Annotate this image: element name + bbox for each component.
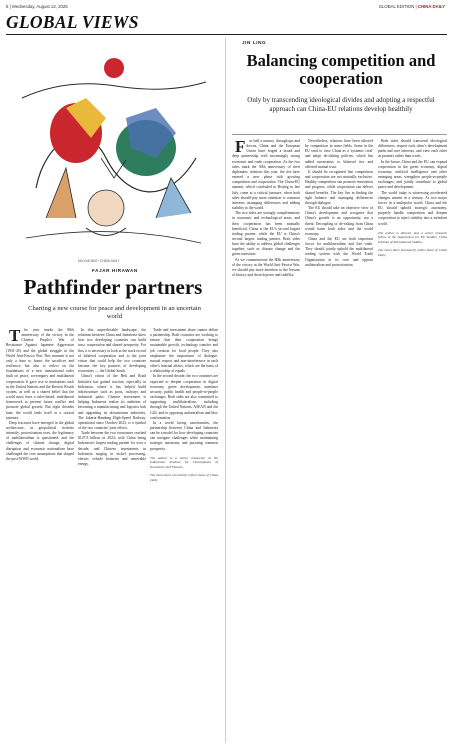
paragraph xyxy=(232,139,300,211)
paragraph-text: he year marks the 80th anniversary of the victory in the Chinese People's War of Resistance Against Japanese Aggression (1931-45) and the global struggle in the World Anti-Fascist War. This moment is not only a time to honor the sacrifices and resilience, but also to reflect on the foundations of a new international order built on peace, sovereignty and multilateral cooperation. It gave rise to institutions such as the United Nations and the Bretton Woods system, as well as a shared belief that the world must have a rules-based, multilateral framework to prevent future conflict and promote global growth. But eight decades later, the world finds itself at a critical juncture. xyxy=(6,328,74,420)
right-headline: Balancing competition and cooperation xyxy=(246,51,436,88)
page-info: 8 | Wednesday, August 13, 2025 xyxy=(6,4,68,9)
paragraph: The EU should take an objective view of China's development and recognize that China's growth is an opportunity, not a threat. Decoupling or de-risking from China would harm both sides and the world economy. xyxy=(305,206,373,236)
deck-divider xyxy=(232,134,447,135)
illustration-credit: MA XUEJING / CHINA DAILY xyxy=(78,259,120,263)
left-byline: FAJAR HIRAWAN xyxy=(92,268,138,273)
section-title: GLOBAL VIEWS xyxy=(6,12,139,32)
paragraph: Trade between the two economies reached $147.8 billion in 2024, with China being Indonesia's largest trading partner for over a decade, and Chinese investments in Indonesia surging in nickel processing, electric vehicle batteries and renewable energy. xyxy=(78,431,146,467)
paragraph xyxy=(6,328,74,421)
right-deck: Only by transcending ideological divides and adopting a respectful approach can China-EU relations develop healthily xyxy=(247,96,435,113)
paragraph: China and the EU are both important forces for multilateralism and free trade. They should jointly uphold the multilateral trading system with the World Trade Organization at its core and oppose unilateralism and protectionism. xyxy=(305,236,373,267)
column-divider xyxy=(225,38,226,743)
paragraph: In the future, China and the EU can expand cooperation in the green economy, digital economy, artificial intelligence and other emerging areas, strengthen people-to-people exchanges, and jointly contribute to global peace and development. xyxy=(378,159,447,190)
paragraph: In this unpredictable landscape, the relations between China and Indonesia show how two developing countries can build trust, cooperation and shared prosperity. For this, it is necessary to look at the track record of bilateral cooperation and to the joint vision that could help the two countries become the key partners of developing economies — the Global South. xyxy=(78,328,146,374)
paragraph: China's vision of the Belt and Road Initiative has gained traction, especially in Indonesia, where it has helped build infrastructure such as ports, railways and industrial parks. Chinese investment is helping Indonesia realize its ambition of becoming a manufacturing and logistics hub and upgrading its downstream industries. The Jakarta-Bandung High-Speed Railway, operational since October 2023, is a symbol of the two countries' joint efforts. xyxy=(78,374,146,430)
author-note: The author is a senior researcher at the Indonesian Institute for Development of Economics and Finance. xyxy=(150,455,218,469)
paragraph: In a world facing uncertainties, the partnership between China and Indonesia can be a model for how developing countries can navigate challenges while maintaining strategic autonomy and pursuing common prosperity. xyxy=(150,420,218,451)
left-headline: Pathfinder partners xyxy=(23,275,203,299)
paragraph: The two sides are strongly complementary in economic and technological areas, and their cooperation has been mutually beneficial. China is the EU's second largest trading partner, while the EU is China's second largest trading partner. Both sides have the ability to address global challenges together, such as climate change and the green transition. xyxy=(232,211,300,257)
right-byline: JIN LING xyxy=(242,40,267,45)
drop-cap: F xyxy=(235,139,246,156)
paragraph-text: or half a century, through ups and downs, China and the European Union have forged a broad and deep partnership with increasingly strong economic and trade cooperation. As the two sides mark the 50th anniversary of their diplomatic relations this year, the ties have entered a new phase with growing competition and cooperation. The China-EU summit, which concluded in Beijing in late July, came at a critical juncture, when both sides should pay more attention to common interests, managing differences and adding stability to the world. xyxy=(232,139,300,211)
disclaimer: The views don't necessarily reflect those of China Daily. xyxy=(150,473,218,482)
left-column-1 xyxy=(6,328,74,743)
illustration-drawing xyxy=(6,38,221,255)
paragraph: Nevertheless, relations have been affected by competition in some fields. Some in the EU tend to view China as a 'systemic rival' and adopt de-risking policies, which has added uncertainty to bilateral ties and affected mutual trust. xyxy=(305,139,373,169)
article-illustration xyxy=(6,38,221,255)
author-note: The author is director and a senior research fellow at the Department for EU Studies, China Institute of International Studies. xyxy=(378,230,447,244)
right-column-3 xyxy=(378,139,447,743)
paragraph: As we commemorate the 80th anniversary of the victory in the World Anti-Fascist War, we should pay more attention to the lessons of history and cherish peace and stability. xyxy=(232,257,300,278)
paper-name: CHINA DAILY xyxy=(417,4,445,9)
paragraph: It should be recognized that competition and cooperation are not mutually exclusive. Healthy competition can promote innovation and progress, while cooperation can deliver shared benefits. The key lies in finding the right balance and managing differences through dialogue. xyxy=(305,169,373,205)
paragraph: Trade and investment alone cannot define a partnership. Both countries are working to ensure that their cooperation brings sustainable growth, technology transfer and job creation for local people. They also emphasize the importance of dialogue, mutual respect and non-interference in each other's internal affairs, which are the basis of a relationship of equals. xyxy=(150,328,218,374)
right-column-2 xyxy=(305,139,373,743)
left-deck: Charting a new course for peace and development in an uncertain world xyxy=(28,305,201,320)
paragraph: Both sides should transcend ideological differences, respect each other's development paths and core interests, and view each other as partners rather than rivals. xyxy=(378,139,447,159)
drop-cap: T xyxy=(9,328,21,345)
page-header xyxy=(0,0,453,12)
section-divider xyxy=(6,34,447,35)
section-label: GLOBAL EDITION | xyxy=(378,4,417,9)
left-column-3 xyxy=(150,328,218,743)
edition-label xyxy=(379,4,445,9)
left-column-2 xyxy=(78,328,146,743)
paragraph: In the second decade, the two countries are expected to deepen cooperation in digital economy, green development, maritime security, public health and people-to-people exchanges. Both sides are also committed to supporting multilateralism, including through the United Nations, ASEAN and the G20, and to opposing unilateralism and bloc confrontation. xyxy=(150,374,218,420)
paragraph: Deep fractures have emerged in the global architecture, as geopolitical rivalries intensify, protectionism rises, the legitimacy of multilateralism is questioned, and the challenges of climate change, digital disruption and economic nationalism have challenged the core assumptions that shaped the post-WWII world. xyxy=(6,420,74,461)
disclaimer: The views don't necessarily reflect those of China Daily. xyxy=(378,248,447,257)
right-column-1 xyxy=(232,139,300,743)
paragraph: The world today is witnessing accelerated changes unseen in a century. As two major forces in a multipolar world, China and the EU should uphold strategic autonomy, properly handle competition and deepen cooperation to inject stability into a turbulent world. xyxy=(378,190,447,226)
